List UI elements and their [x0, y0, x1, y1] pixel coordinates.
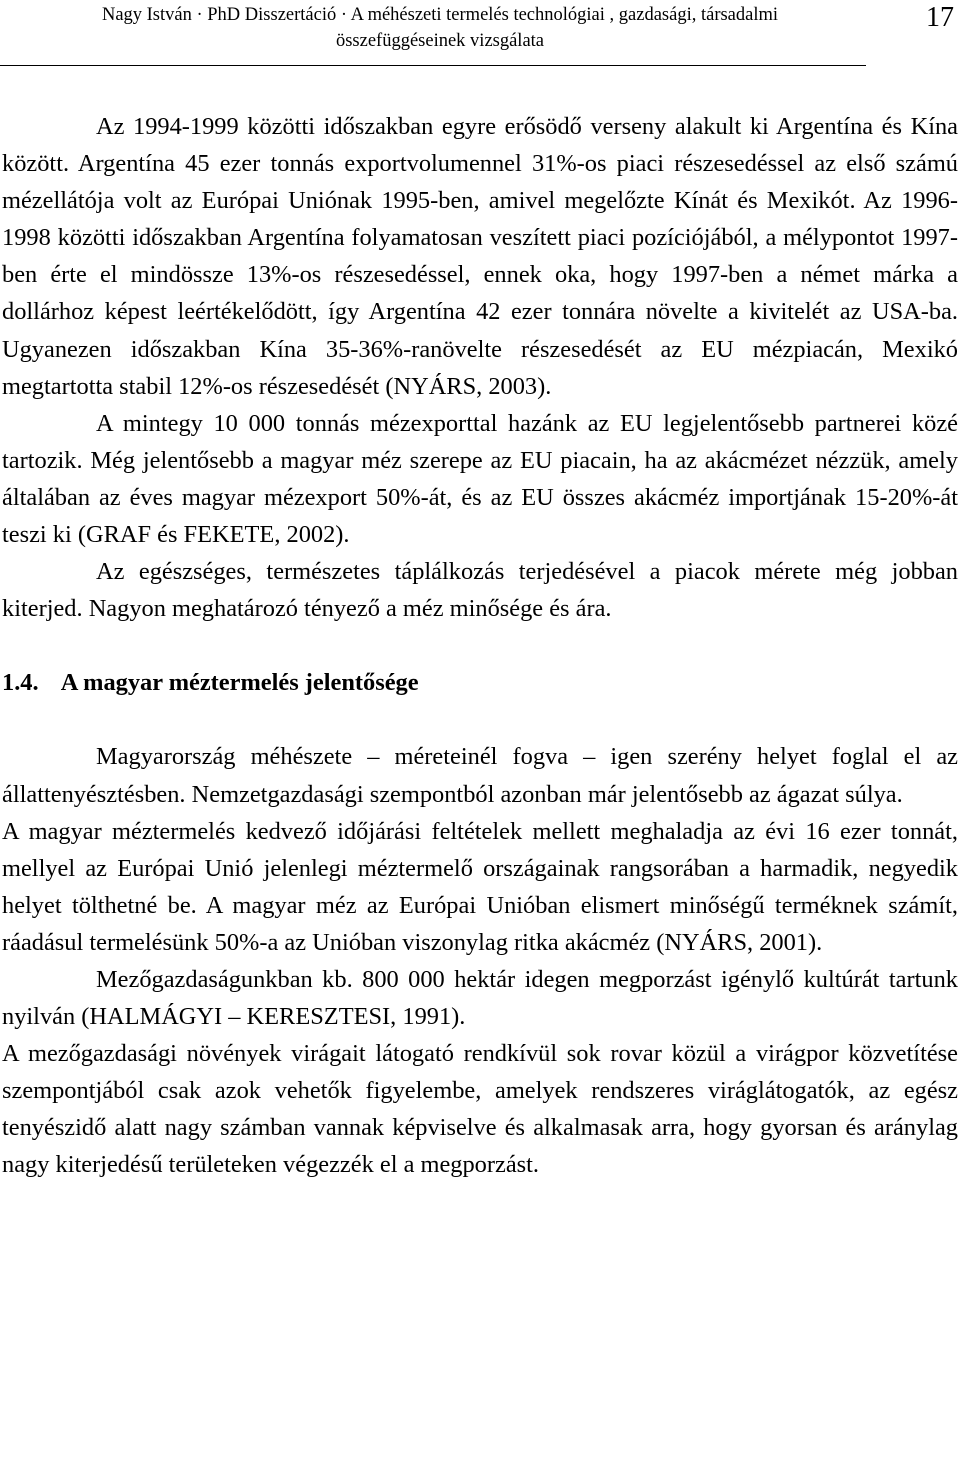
paragraph: A mezőgazdasági növények virágait látogató rendkívül sok rovar közül a virágpor közvetítése szempontjából csak azok vehetők figyelembe, amelyek rendszeres viráglátogatók, az egész tenyészidő alatt nagy számban vannak képviselve és alkalmasak arra, hogy gyorsan és aránylag nagy kiterjedésű területeken végezzék el a megporzást. [2, 1040, 958, 1179]
section-heading [2, 664, 958, 701]
page-number: 17 [926, 2, 954, 33]
paragraph: Magyarország méhészete – méreteinél fogva – igen szerény helyet foglal el az állattenyésztésben. Nemzetgazdasági szempontból azonban már jelentősebb az ágazat súlya. [2, 743, 958, 808]
header-line-1: Nagy István · PhD Disszertáció · A méhészeti termelés technológiai , gazdasági, társadalmi [101, 5, 779, 25]
section-title: A magyar méztermelés jelentősége [60, 669, 419, 697]
header-line-2: összefüggéseinek vizsgálata [335, 31, 545, 51]
paragraph: Mezőgazdaságunkban kb. 800 000 hektár idegen megporzást igénylő kultúrát tartunk nyilván (HALMÁGYI – KERESZTESI, 1991). [2, 965, 958, 1031]
body-text [2, 108, 958, 1184]
running-header [0, 0, 960, 70]
paragraph: A magyar méztermelés kedvező időjárási feltételek mellett meghaladja az évi 16 ezer tonnát, mellyel az Európai Unió jelenlegi méztermelő országainak rangsorában a harmadik, negyedik helyet tölthetné be. A magyar méz az Európai Unióban elismert minőségű terméknek számít, ráadásul termelésünk 50%-a az Unióban viszonylag ritka akácméz (NYÁRS, 2001). [2, 817, 958, 956]
paragraph: A mintegy 10 000 tonnás mézexporttal hazánk az EU legjelentősebb partnerei közé tartozik. Még jelentősebb a magyar méz szerepe az EU piacain, ha az akácmézet nézzük, amely általában az éves magyar mézexport 50%-át, és az EU összes akácméz importjának 15-20%-át teszi ki (GRAF és FEKETE, 2002). [2, 409, 958, 549]
header-title [0, 2, 880, 54]
header-rule [0, 65, 866, 66]
section-number: 1.4. [2, 669, 39, 697]
paragraph: Az 1994-1999 közötti időszakban egyre erősödő verseny alakult ki Argentína és Kína között. Argentína 45 ezer tonnás exportvolumennel 31%-os piaci részesedéssel az első számú mézellátója volt az Európai Uniónak 1995-ben, amivel megelőzte Kínát és Mexikót. Az 1996-1998 közötti időszakban Argentína folyamatosan veszített piaci pozíciójából, a mélypontot 1997-ben érte el mindössze 13%-os részesedéssel, ennek oka, hogy 1997-ben a német márka a dollárhoz képest leértékelődött, így Argentína 42 ezer tonnára növelte a kivitelét az USA-ba. Ugyanezen időszakban Kína 35-36%-ranövelte részesedését az EU mézpiacán, Mexikó megtartotta stabil 12%-os részesedését (NYÁRS, 2003). [2, 113, 958, 400]
paragraph: Az egészséges, természetes táplálkozás terjedésével a piacok mérete még jobban kiterjed. Nagyon meghatározó tényező a méz minősége és ára. [2, 558, 958, 623]
